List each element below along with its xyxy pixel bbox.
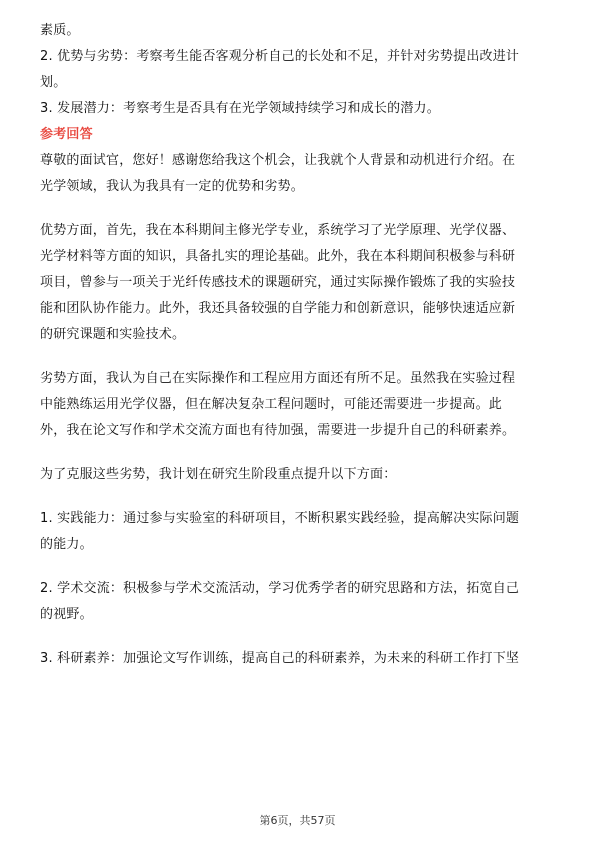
text-line: 项目，曾参与一项关于光纤传感技术的课题研究，通过实际操作锻炼了我的实验技 — [40, 275, 516, 290]
text-line: 1. 实践能力：通过参与实验室的科研项目，不断积累实践经验，提高解决实际问题 — [40, 511, 520, 526]
text-line: 能和团队协作能力。此外，我还具备较强的自学能力和创新意识，能够快速适应新 — [40, 301, 516, 316]
text-line: 优势方面，首先，我在本科期间主修光学专业，系统学习了光学原理、光学仪器、 — [40, 223, 516, 238]
text-line: 3. 科研素养：加强论文写作训练，提高自己的科研素养，为未来的科研工作打下坚 — [40, 651, 520, 666]
paragraph-gap — [40, 200, 555, 218]
paragraph-gap — [40, 444, 555, 462]
text-line: 3. 发展潜力：考察考生是否具有在光学领域持续学习和成长的潜力。 — [40, 101, 440, 116]
text-line: 的视野。 — [40, 607, 93, 622]
paragraph-gap — [40, 558, 555, 576]
text-line: 劣势方面，我认为自己在实际操作和工程应用方面还有所不足。虽然我在实验过程 — [40, 371, 516, 386]
paragraph-gap — [40, 488, 555, 506]
paragraph-gap — [40, 348, 555, 366]
text-line: 尊敬的面试官，您好！感谢您给我这个机会，让我就个人背景和动机进行介绍。在 — [40, 153, 516, 168]
text-line: 光学领域，我认为我具有一定的优势和劣势。 — [40, 179, 305, 194]
paragraph-gap — [40, 628, 555, 646]
text-line: 2. 优势与劣势：考察考生能否客观分析自己的长处和不足，并针对劣势提出改进计 — [40, 49, 520, 64]
document-body — [40, 18, 555, 672]
text-line: 划。 — [40, 75, 67, 90]
page-number-footer: 第6页，共57页 — [259, 814, 336, 827]
section-heading: 参考回答 — [40, 127, 93, 142]
text-line: 素质。 — [40, 23, 80, 38]
text-line: 为了克服这些劣势，我计划在研究生阶段重点提升以下方面： — [40, 467, 397, 482]
text-line: 光学材料等方面的知识，具备扎实的理论基础。此外，我在本科期间积极参与科研 — [40, 249, 516, 264]
text-line: 的研究课题和实验技术。 — [40, 327, 186, 342]
text-line: 中能熟练运用光学仪器，但在解决复杂工程问题时，可能还需要进一步提高。此 — [40, 397, 503, 412]
text-line: 外，我在论文写作和学术交流方面也有待加强，需要进一步提升自己的科研素养。 — [40, 423, 516, 438]
text-line: 2. 学术交流：积极参与学术交流活动，学习优秀学者的研究思路和方法，拓宽自己 — [40, 581, 520, 596]
text-line: 的能力。 — [40, 537, 93, 552]
